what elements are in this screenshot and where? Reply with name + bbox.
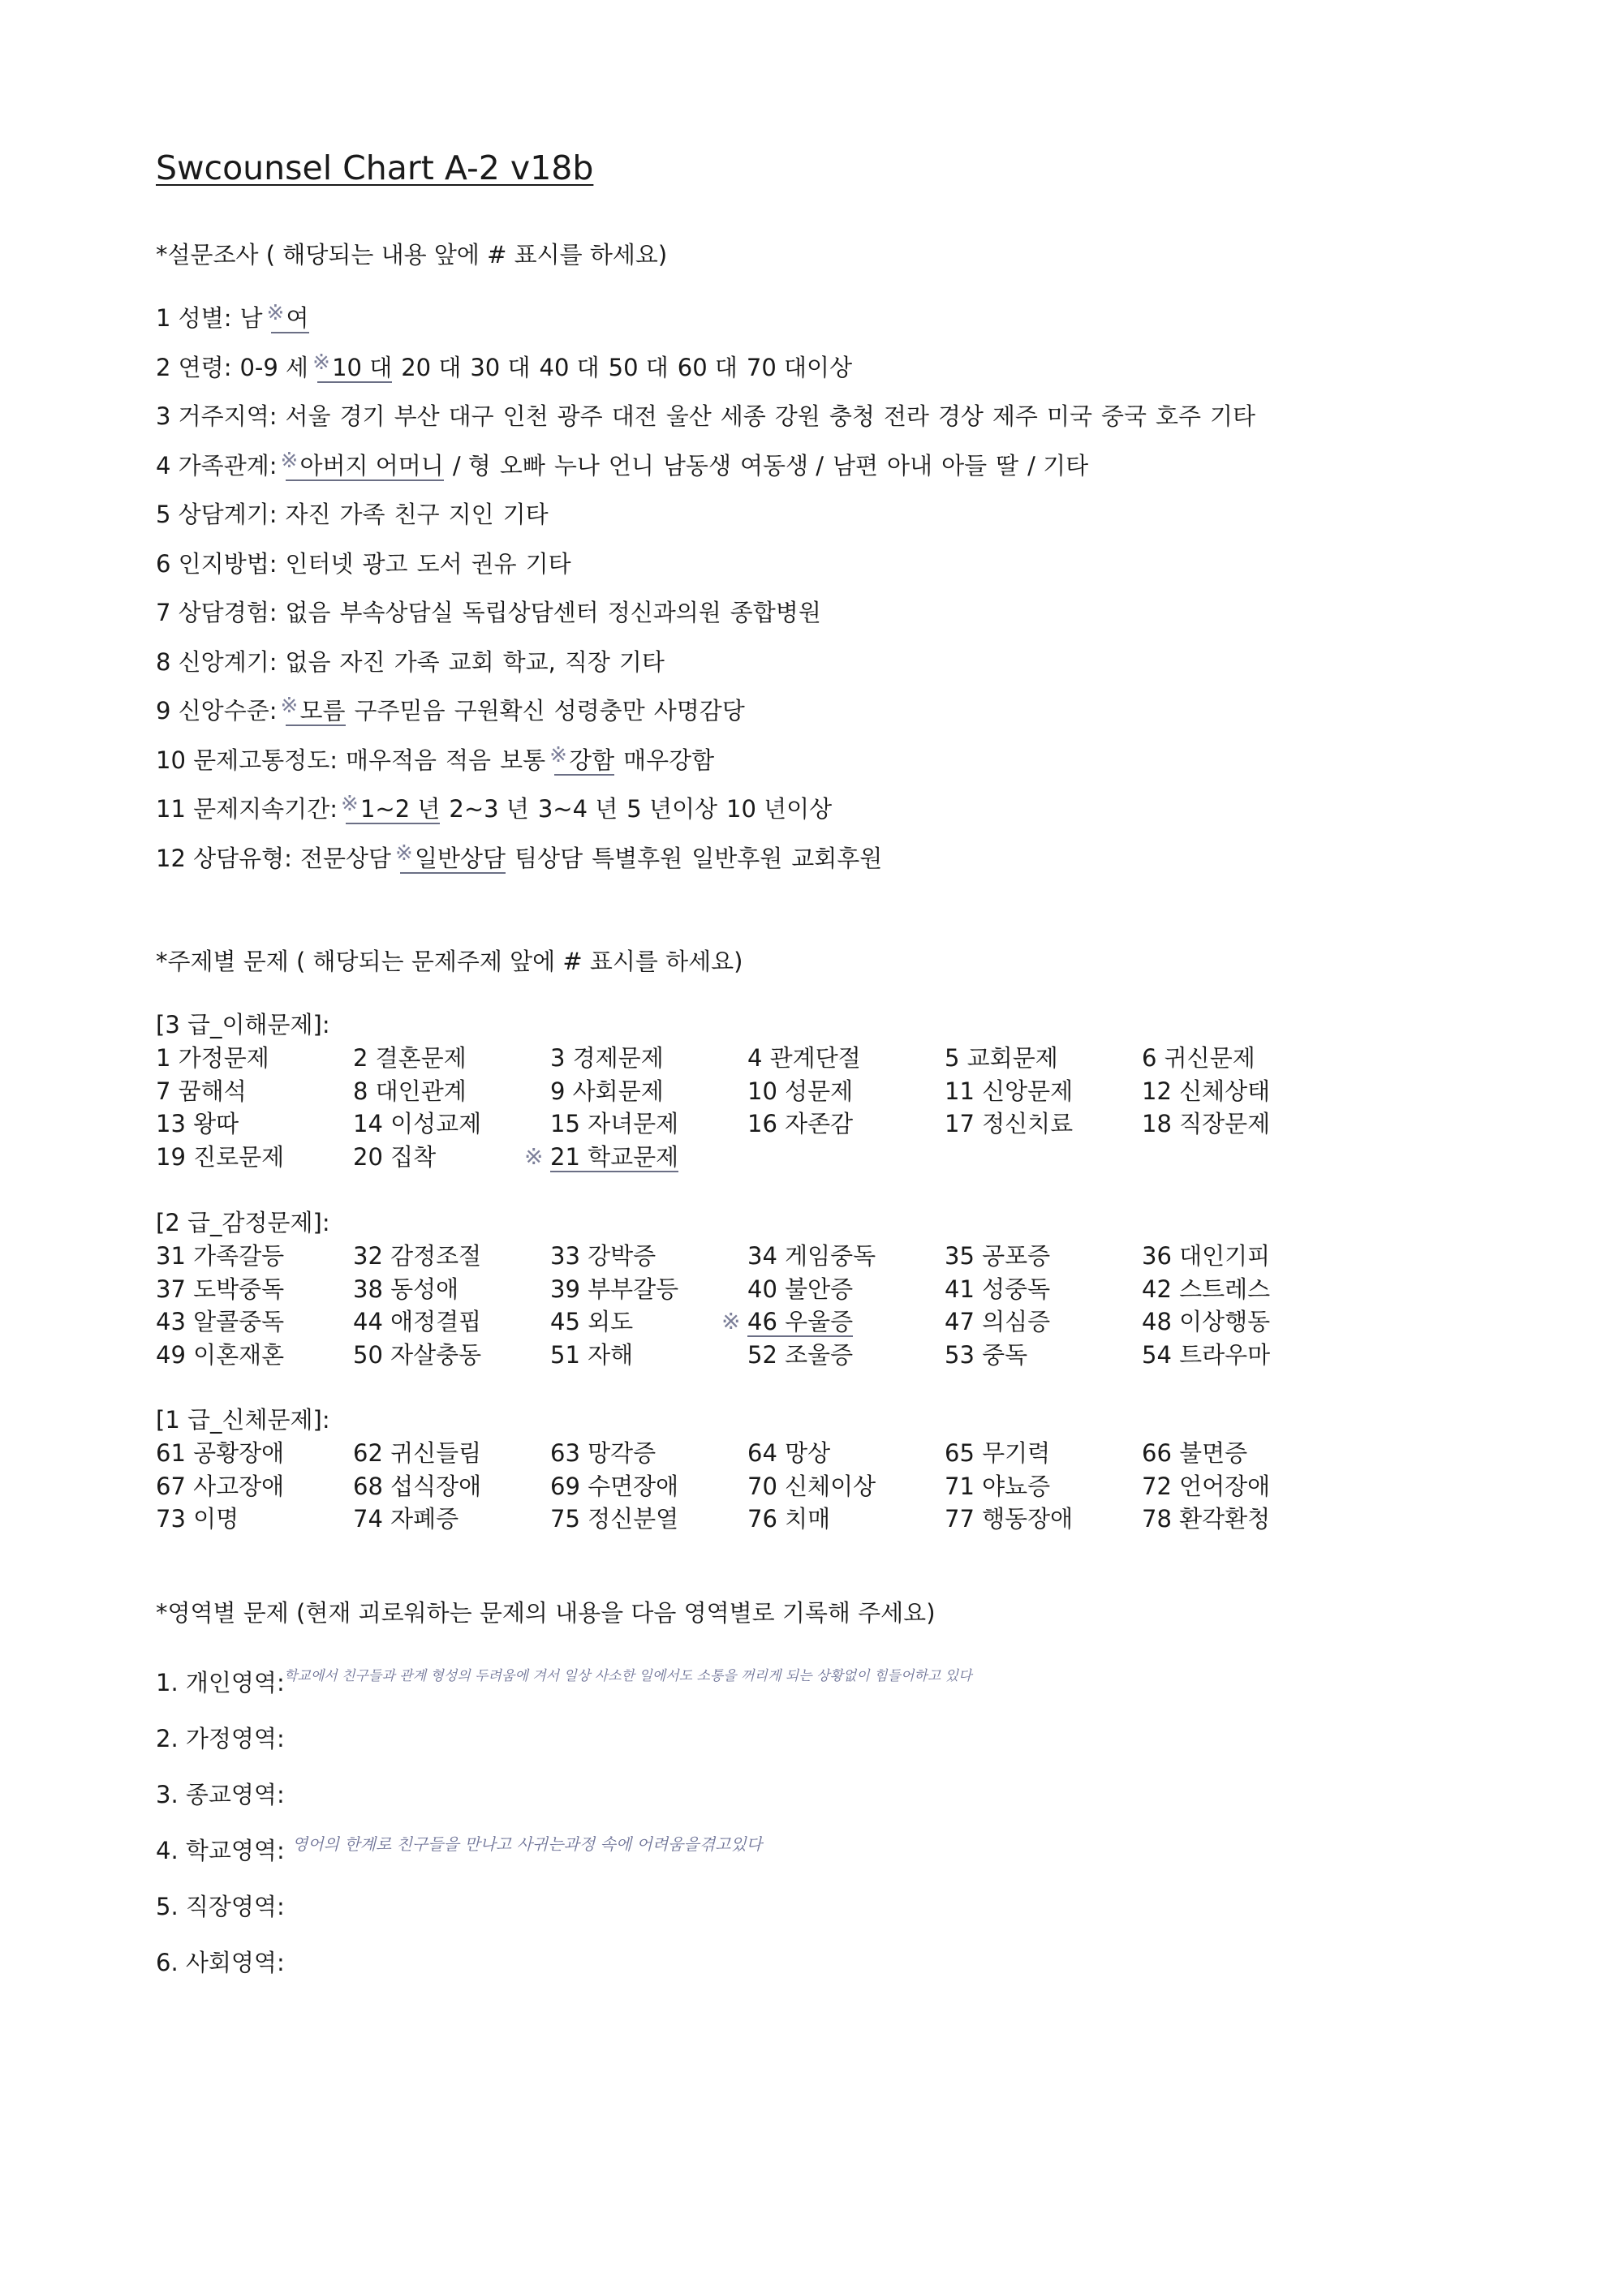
option[interactable]: 가족	[394, 647, 440, 676]
option[interactable]: 교회	[448, 647, 494, 676]
option[interactable]: 기타	[618, 647, 665, 676]
area-label: 1. 개인영역:	[156, 1669, 285, 1696]
option[interactable]: 대구	[448, 402, 494, 430]
option[interactable]: 일반후원	[691, 844, 783, 872]
survey-question	[156, 294, 1584, 343]
check-mark-icon: ※	[721, 1308, 741, 1335]
survey-heading: *설문조사 ( 해당되는 내용 앞에 # 표시를 하세요)	[156, 241, 668, 269]
option[interactable]: 없음	[285, 647, 331, 676]
selected-topic[interactable]	[524, 1141, 747, 1174]
option[interactable]: 직장	[564, 647, 610, 676]
option[interactable]: 세종	[720, 402, 766, 430]
option[interactable]: 중국	[1100, 402, 1147, 430]
survey-question	[156, 834, 1584, 884]
option[interactable]: 50 대	[608, 353, 669, 381]
option[interactable]: 종합병원	[730, 599, 821, 626]
option[interactable]: 친구	[394, 501, 440, 528]
option[interactable]: 권유	[471, 549, 517, 578]
option[interactable]: 남편	[833, 451, 879, 479]
topic-group-1	[156, 1404, 1535, 1536]
question-label: 2 연령:	[156, 353, 232, 381]
topic-item[interactable]: 76 치매	[747, 1505, 831, 1533]
option[interactable]: 팀상담	[514, 844, 583, 872]
survey-question	[156, 343, 1584, 393]
topic-item[interactable]: 71 야뇨증	[945, 1472, 1051, 1500]
selected-option[interactable]: ※ 10 대	[317, 354, 392, 383]
topic-item[interactable]: 18 직장문제	[1142, 1110, 1271, 1137]
topic-item[interactable]: 42 스트레스	[1142, 1275, 1271, 1303]
option[interactable]: 독립상담센터	[462, 599, 599, 626]
selected-topic[interactable]	[721, 1305, 945, 1339]
option[interactable]: 여동생 /	[739, 451, 824, 479]
area-label: 4. 학교영역:	[156, 1837, 285, 1864]
option[interactable]: 대전	[611, 402, 657, 430]
topic-item[interactable]: 8 대인관계	[353, 1077, 467, 1105]
option[interactable]: 40 대	[539, 353, 600, 381]
topic-item[interactable]: 37 도박중독	[156, 1275, 285, 1303]
option[interactable]: 5 년이상	[626, 795, 718, 823]
option[interactable]: / 형	[452, 451, 491, 479]
area-row-personal	[156, 1655, 1584, 1711]
topic-item[interactable]: 15 자녀문제	[550, 1110, 679, 1137]
option[interactable]: 미국	[1046, 402, 1092, 430]
topic-group-3	[156, 1008, 1535, 1173]
topic-item[interactable]: 7 꿈해석	[156, 1077, 247, 1105]
survey-question	[156, 736, 1584, 785]
option[interactable]: 전문상담	[299, 844, 392, 872]
selected-option[interactable]: ※ 아버지 어머니	[286, 452, 444, 481]
option[interactable]: 인천	[502, 402, 549, 430]
option[interactable]: 자진	[285, 501, 331, 528]
topic-item[interactable]: 32 감정조절	[353, 1242, 482, 1270]
topic-group-title: [1 급_신체문제]:	[156, 1406, 330, 1434]
selected-option[interactable]: ※ 1~2 년	[346, 795, 440, 824]
topic-item[interactable]: 6 귀신문제	[1142, 1044, 1255, 1072]
option[interactable]: 정신과의원	[607, 599, 721, 626]
question-label: 5 상담계기:	[156, 501, 278, 528]
option[interactable]: 70 대이상	[746, 353, 853, 381]
option[interactable]: 경상	[937, 402, 984, 430]
topic-item[interactable]: 75 정신분열	[550, 1505, 679, 1533]
option[interactable]: 강원	[774, 402, 820, 430]
area-row-social	[156, 1935, 1584, 1991]
topic-item[interactable]: 53 중독	[945, 1340, 1028, 1369]
topic-item[interactable]: 72 언어장애	[1142, 1472, 1271, 1500]
topic-item[interactable]: 12 신체상태	[1142, 1077, 1271, 1105]
option[interactable]: 10 년이상	[726, 795, 833, 823]
document-title: Swcounsel Chart A-2 v18b	[156, 148, 594, 187]
topic-item[interactable]: 54 트라우마	[1142, 1340, 1271, 1369]
question-label: 4 가족관계:	[156, 451, 278, 479]
topic-group-title: [3 급_이해문제]:	[156, 1011, 330, 1038]
option[interactable]: 경기	[339, 402, 385, 430]
topic-item[interactable]: 44 애정결핍	[353, 1308, 482, 1335]
question-label: 11 문제지속기간:	[156, 795, 338, 823]
topic-item[interactable]: 48 이상행동	[1142, 1308, 1271, 1335]
option[interactable]: 오빠	[499, 451, 545, 479]
option[interactable]: 누나	[553, 451, 600, 479]
option[interactable]: 없음	[285, 599, 331, 626]
option[interactable]: 언니	[608, 451, 654, 479]
topic-item[interactable]: 74 자폐증	[353, 1505, 459, 1533]
topic-group-title: [2 급_감정문제]:	[156, 1209, 330, 1236]
topic-item[interactable]: 3 경제문제	[550, 1044, 664, 1072]
option[interactable]: 호주	[1156, 402, 1202, 430]
handwritten-answer: 학교에서 친구들과 관계 형성의 두려움에 겨서 일상 사소한 일에서도 소통을 꺼리게 되는 상황없이 힘들어하고 있다	[284, 1668, 972, 1684]
option[interactable]: 기타	[1210, 402, 1256, 430]
survey-question	[156, 588, 1584, 638]
option[interactable]: 울산	[665, 402, 712, 430]
option[interactable]: 학교,	[502, 647, 556, 676]
topic-item[interactable]: 64 망상	[747, 1439, 831, 1467]
topic-item[interactable]: 68 섭식장애	[353, 1472, 482, 1500]
question-label: 10 문제고통정도:	[156, 746, 338, 774]
topic-item[interactable]: 66 불면증	[1142, 1439, 1248, 1467]
option[interactable]: 남	[239, 304, 263, 332]
area-row-work	[156, 1879, 1584, 1935]
topic-item[interactable]: 41 성중독	[945, 1275, 1051, 1303]
area-list	[156, 1655, 1584, 1991]
topic-item[interactable]: 47 의심증	[945, 1308, 1051, 1335]
topic-grid	[156, 1240, 1535, 1371]
topic-item[interactable]: 31 가족갈등	[156, 1242, 285, 1270]
topic-item[interactable]: 19 진로문제	[156, 1142, 285, 1171]
topic-label: 21 학교문제	[550, 1142, 679, 1171]
selected-option[interactable]: ※ 일반상담	[400, 845, 506, 874]
question-label: 9 신앙수준:	[156, 697, 278, 724]
survey-questions	[156, 294, 1584, 883]
option[interactable]: 제주	[992, 402, 1038, 430]
topic-item[interactable]: 36 대인기피	[1142, 1242, 1271, 1270]
selected-option[interactable]: ※ 여	[271, 304, 308, 333]
option[interactable]: 0-9 세	[239, 353, 309, 381]
area-label: 3. 종교영역:	[156, 1781, 285, 1808]
topic-grid	[156, 1042, 1535, 1173]
question-label: 1 성별:	[156, 304, 232, 332]
area-row-school	[156, 1823, 1584, 1879]
topic-item[interactable]: 63 망각증	[550, 1439, 657, 1467]
topic-item[interactable]: 9 사회문제	[550, 1077, 664, 1105]
topic-item[interactable]: 43 알콜중독	[156, 1308, 285, 1335]
option[interactable]: 광주	[557, 402, 603, 430]
topic-item[interactable]: 77 행동장애	[945, 1505, 1074, 1533]
option[interactable]: 보통	[500, 746, 546, 774]
topic-item[interactable]: 1 가정문제	[156, 1044, 269, 1072]
selected-option[interactable]: ※ 모름	[286, 697, 346, 726]
question-label: 3 거주지역:	[156, 402, 278, 430]
option[interactable]: 교회후원	[791, 844, 883, 872]
option[interactable]: 사명감당	[653, 697, 745, 724]
topic-label: 46 우울증	[747, 1308, 854, 1335]
topic-item[interactable]: 40 불안증	[747, 1275, 854, 1303]
option[interactable]: 성령충만	[553, 697, 645, 724]
option[interactable]: 기타	[525, 549, 571, 578]
question-label: 12 상담유형:	[156, 844, 292, 872]
option[interactable]: 3~4 년	[537, 795, 618, 823]
survey-question	[156, 441, 1584, 491]
survey-question	[156, 490, 1584, 540]
option[interactable]: 아내	[887, 451, 933, 479]
option[interactable]: 20 대	[401, 353, 462, 381]
topic-grid	[156, 1437, 1535, 1536]
option[interactable]: 매우적음	[345, 746, 437, 774]
option[interactable]: 가족	[339, 501, 385, 528]
topic-item[interactable]: 20 집착	[353, 1142, 437, 1171]
option[interactable]: 구원확신	[454, 697, 545, 724]
topic-item[interactable]: 61 공황장애	[156, 1439, 285, 1467]
option[interactable]: 남동생	[662, 451, 731, 479]
topic-group-2	[156, 1206, 1535, 1371]
topic-item[interactable]: 4 관계단절	[747, 1044, 861, 1072]
topic-item[interactable]: 49 이혼재혼	[156, 1340, 285, 1369]
survey-question	[156, 638, 1584, 687]
topic-item[interactable]: 45 외도	[550, 1308, 634, 1335]
topic-item[interactable]: 11 신앙문제	[945, 1077, 1074, 1105]
topic-item[interactable]: 62 귀신들림	[353, 1439, 482, 1467]
option[interactable]: 30 대	[470, 353, 531, 381]
topic-item[interactable]: 16 자존감	[747, 1110, 854, 1137]
area-label: 6. 사회영역:	[156, 1949, 285, 1976]
option[interactable]: 광고	[362, 549, 408, 578]
area-heading: *영역별 문제 (현재 괴로워하는 문제의 내용을 다음 영역별로 기록해 주세요)	[156, 1599, 936, 1627]
topic-item[interactable]: 5 교회문제	[945, 1044, 1058, 1072]
option[interactable]: 충청	[829, 402, 875, 430]
area-label: 5. 직장영역:	[156, 1893, 285, 1920]
option[interactable]: 아들	[941, 451, 988, 479]
option[interactable]: 자진	[339, 647, 385, 676]
topic-item[interactable]: 13 왕따	[156, 1110, 239, 1137]
topic-item[interactable]: 51 자해	[550, 1340, 634, 1369]
survey-question	[156, 785, 1584, 834]
survey-question	[156, 392, 1584, 441]
topic-item[interactable]: 67 사고장애	[156, 1472, 285, 1500]
area-label: 2. 가정영역:	[156, 1725, 285, 1752]
option[interactable]: 구주믿음	[354, 697, 446, 724]
option[interactable]: 전라	[883, 402, 929, 430]
topic-item[interactable]: 35 공포증	[945, 1242, 1051, 1270]
topic-item[interactable]: 73 이명	[156, 1505, 239, 1533]
area-row-family	[156, 1711, 1584, 1767]
option[interactable]: 부산	[394, 402, 440, 430]
option[interactable]: 기타	[502, 501, 549, 528]
topic-item[interactable]: 14 이성교제	[353, 1110, 482, 1137]
topic-item[interactable]: 50 자살충동	[353, 1340, 482, 1369]
topic-item[interactable]: 65 무기력	[945, 1439, 1051, 1467]
topic-item[interactable]: 38 동성애	[353, 1275, 459, 1303]
option[interactable]: 부속상담실	[339, 599, 454, 626]
option[interactable]: 도서	[416, 549, 463, 578]
topic-item[interactable]: 2 결혼문제	[353, 1044, 467, 1072]
topic-item[interactable]: 10 성문제	[747, 1077, 854, 1105]
topic-item[interactable]: 69 수면장애	[550, 1472, 679, 1500]
option[interactable]: 2~3 년	[449, 795, 529, 823]
question-label: 8 신앙계기:	[156, 647, 278, 676]
option[interactable]: 매우강함	[623, 746, 715, 774]
option[interactable]: 서울	[285, 402, 331, 430]
option[interactable]: 특별후원	[592, 844, 683, 872]
topic-item[interactable]: 39 부부갈등	[550, 1275, 679, 1303]
topic-item[interactable]: 78 환각환청	[1142, 1505, 1271, 1533]
option[interactable]: 인터넷	[285, 549, 354, 578]
question-label: 7 상담경험:	[156, 599, 278, 626]
topic-item[interactable]: 33 강박증	[550, 1242, 657, 1270]
option[interactable]: / 기타	[1027, 451, 1089, 479]
topic-heading: *주제별 문제 ( 해당되는 문제주제 앞에 # 표시를 하세요)	[156, 948, 743, 975]
survey-question	[156, 686, 1584, 736]
selected-option[interactable]: ※ 강함	[554, 746, 614, 776]
question-label: 6 인지방법:	[156, 549, 278, 578]
option[interactable]: 60 대	[677, 353, 738, 381]
topic-item[interactable]: 17 정신치료	[945, 1110, 1074, 1137]
survey-question	[156, 540, 1584, 589]
topic-item[interactable]: 34 게임중독	[747, 1242, 876, 1270]
check-mark-icon: ※	[524, 1142, 544, 1170]
option[interactable]: 딸	[996, 451, 1019, 479]
topic-item[interactable]: 52 조울증	[747, 1340, 854, 1369]
option[interactable]: 적음	[446, 746, 492, 774]
option[interactable]: 지인	[448, 501, 494, 528]
topic-item[interactable]: 70 신체이상	[747, 1472, 876, 1500]
area-row-religion	[156, 1767, 1584, 1823]
handwritten-answer: 영어의 한계로 친구들을 만나고 사귀는과정 속에 어려움을겪고있다	[292, 1834, 763, 1854]
